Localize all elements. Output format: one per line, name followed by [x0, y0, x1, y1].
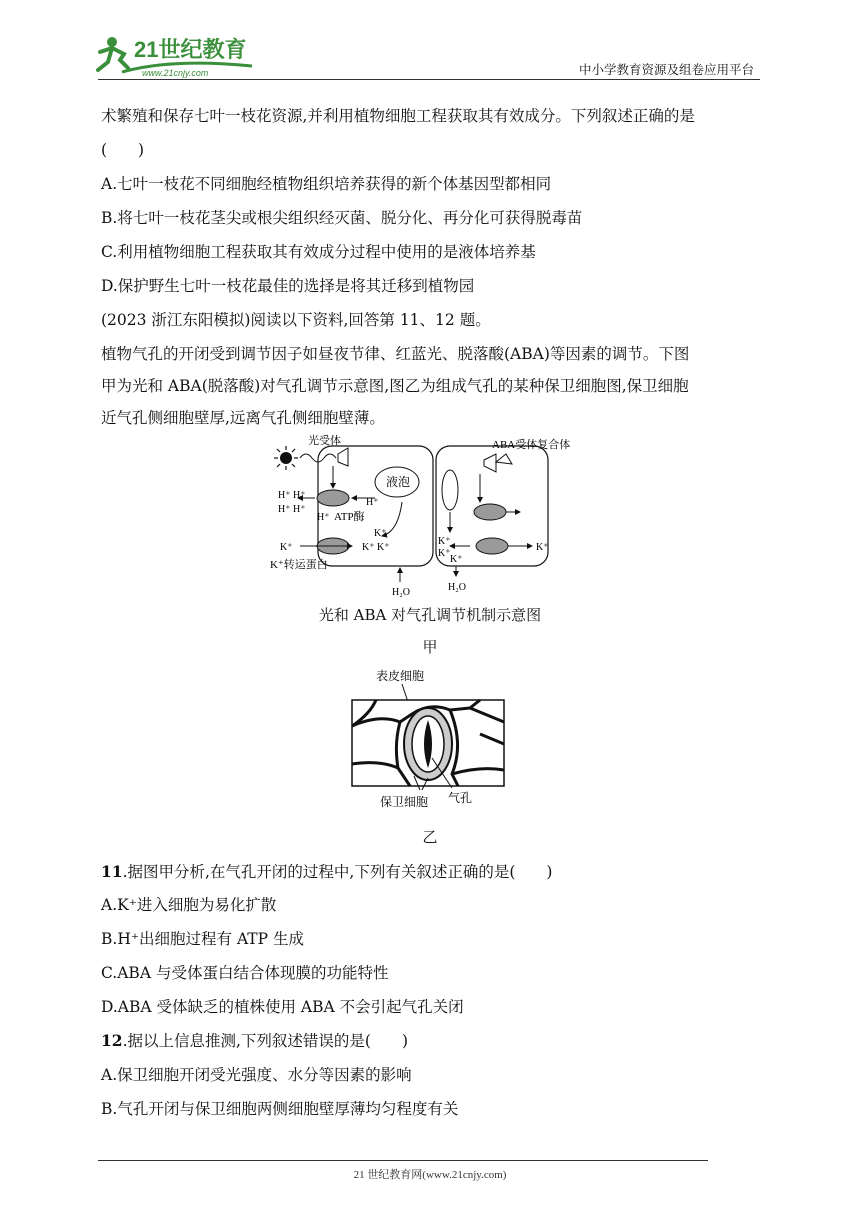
footer-text: 21 世纪教育网(www.21cnjy.com)	[353, 1169, 507, 1181]
k-left-label: K⁺	[280, 542, 293, 553]
question-12-option-a: A.保卫细胞开闭受光强度、水分等因素的影响	[101, 1066, 412, 1084]
stoma-label: 气孔	[448, 791, 473, 805]
question-11-option-d: D.ABA 受体缺乏的植株使用 ABA 不会引起气孔关闭	[101, 998, 464, 1016]
intro-option-c: C.利用植物细胞工程获取其有效成分过程中使用的是液体培养基	[101, 243, 536, 261]
sun-icon	[274, 446, 298, 470]
question-11-number: 11	[101, 862, 123, 881]
footer-divider	[98, 1160, 708, 1161]
epidermal-cell-label: 表皮细胞	[376, 669, 425, 683]
question-12-number: 12	[101, 1031, 123, 1050]
question-12-option-b: B.气孔开闭与保卫细胞两侧细胞壁厚薄均匀程度有关	[101, 1100, 459, 1118]
figure-jia-diagram	[270, 432, 600, 597]
brand-name: 21世纪教育	[134, 37, 247, 62]
k-transporter-label: K⁺转运蛋白	[270, 559, 328, 571]
material-line-3: 近气孔侧细胞壁厚,远离气孔侧细胞壁薄。	[101, 409, 385, 427]
intro-option-d: D.保护野生七叶一枝花最佳的选择是将其迁移到植物园	[101, 277, 475, 295]
guard-cell-label: 保卫细胞	[380, 795, 429, 809]
k-out-label: K⁺	[536, 542, 549, 553]
question-12-stem: 12.据以上信息推测,下列叙述错误的是( )	[101, 1031, 409, 1050]
k-mid1-label: K⁺	[374, 528, 387, 539]
atpase-label: ATP酶	[334, 511, 365, 523]
h-ion-below: H⁺	[317, 512, 330, 523]
h-ion-right: H⁺	[366, 497, 379, 508]
material-line-2: 甲为光和 ABA(脱落酸)对气孔调节示意图,图乙为组成气孔的某种保卫细胞图,保卫细胞	[101, 377, 689, 395]
figure-yi-label: 乙	[422, 828, 438, 846]
k-right-3: K⁺	[450, 554, 463, 565]
intro-option-b: B.将七叶一枝花茎尖或根尖组织经灭菌、脱分化、再分化可获得脱毒苗	[101, 209, 583, 227]
k-right-2: K⁺	[438, 548, 451, 559]
question-11-option-c: C.ABA 与受体蛋白结合体现膜的功能特性	[101, 964, 389, 982]
water-label-2: H₂O	[448, 582, 466, 593]
brand-url: www.21cnjy.com	[142, 68, 209, 78]
question-11-option-b: B.H⁺出细胞过程有 ATP 生成	[101, 930, 304, 948]
photoreceptor-label: 光受体	[308, 435, 341, 447]
header-divider	[98, 79, 760, 80]
figure-yi-diagram	[340, 664, 520, 812]
question-11-option-a: A.K⁺进入细胞为易化扩散	[101, 896, 277, 914]
figure-jia-label: 甲	[422, 638, 438, 656]
water-label-1: H₂O	[392, 587, 410, 597]
material-line-1: 植物气孔的开闭受到调节因子如昼夜节律、红蓝光、脱落酸(ABA)等因素的调节。下图	[101, 345, 690, 363]
vacuole-label: 液泡	[386, 475, 411, 489]
k-mid2-label: K⁺ K⁺	[362, 542, 390, 553]
source-line: (2023 浙江东阳模拟)阅读以下资料,回答第 11、12 题。	[101, 311, 491, 329]
h-ions-left-1: H⁺ H⁺	[278, 490, 306, 501]
question-11-stem: 11.据图甲分析,在气孔开闭的过程中,下列有关叙述正确的是( )	[101, 862, 553, 881]
figure-jia-caption: 光和 ABA 对气孔调节机制示意图	[318, 606, 542, 624]
intro-line-1: 术繁殖和保存七叶一枝花资源,并利用植物细胞工程获取其有效成分。下列叙述正确的是	[101, 107, 695, 125]
k-right-1: K⁺	[438, 536, 451, 547]
intro-option-a: A.七叶一枝花不同细胞经植物组织培养获得的新个体基因型都相同	[101, 175, 552, 193]
aba-complex-label: ABA受体复合体	[492, 439, 571, 451]
brand-logo	[92, 30, 262, 80]
h-ions-left-2: H⁺ H⁺	[278, 504, 306, 515]
header-platform-text: 中小学教育资源及组卷应用平台	[578, 63, 754, 77]
intro-line-2: ( )	[101, 141, 145, 159]
